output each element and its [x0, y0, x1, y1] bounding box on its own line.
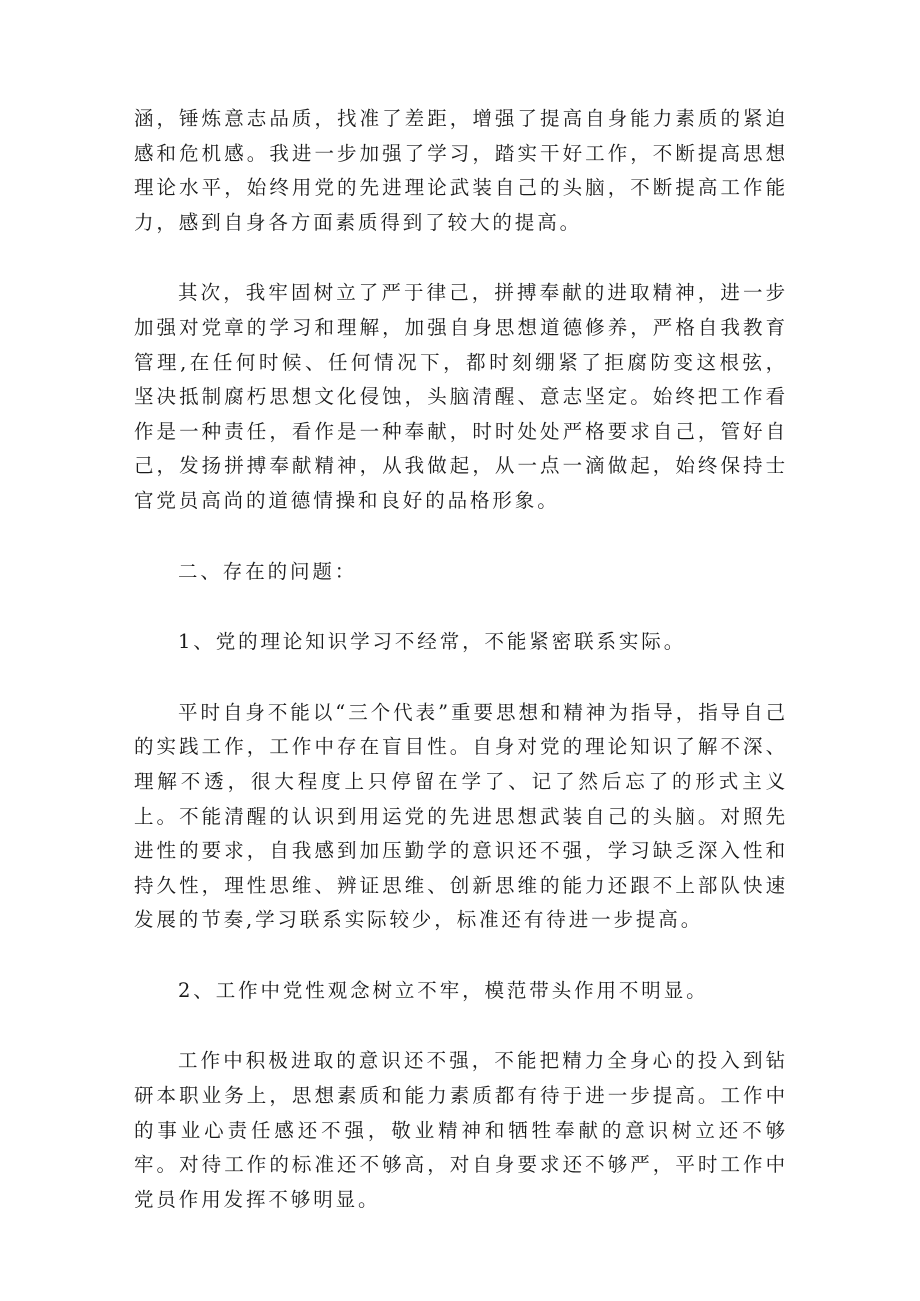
- paragraph-self-discipline: 其次，我牢固树立了严于律己，拼搏奉献的进取精神，进一步加强对党章的学习和理解，加强自身思想道德修养，严格自我教育管理,在任何时候、任何情况下，都时刻绷紧了拒腐防变这根弦，坚决抵制腐朽思想文化侵蚀，头脑清醒、意志坚定。始终把工作看作是一种责任，看作是一种奉献，时时处处严格要求自己，管好自己，发扬拼搏奉献精神，从我做起，从一点一滴做起，始终保持士官党员高尚的道德情操和良好的品格形象。: [134, 281, 788, 512]
- paragraph-continuation: 涵，锤炼意志品质，找准了差距，增强了提高自身能力素质的紧迫感和危机感。我进一步加强了学习，踏实干好工作，不断提高思想理论水平，始终用党的先进理论武装自己的头脑，不断提高工作能力，感到自身各方面素质得到了较大的提高。: [134, 107, 788, 234]
- section-heading-problems: 二、存在的问题：: [178, 559, 358, 583]
- paragraph-theory-study: 平时自身不能以“三个代表”重要思想和精神为指导，指导自己的实践工作，工作中存在盲目性。自身对党的理论知识了解不深、理解不透，很大程度上只停留在学了、记了然后忘了的形式主义上。不能清醒的认识到用运党的先进思想武装自己的头脑。对照先进性的要求，自我感到加压勤学的意识还不强，学习缺乏深入性和持久性，理性思维、辨证思维、创新思维的能力还跟不上部队快速发展的节奏,学习联系实际较少，标准还有待进一步提高。: [134, 700, 788, 932]
- paragraph-party-spirit: 工作中积极进取的意识还不强，不能把精力全身心的投入到钻研本职业务上，思想素质和能力素质都有待于进一步提高。工作中的事业心责任感还不强，敬业精神和牺牲奉献的意识树立还不够牢。对待工作的标准还不够高，对自身要求还不够严，平时工作中党员作用发挥不够明显。: [134, 1049, 788, 1211]
- subheading-party-spirit: 2、工作中党性观念树立不牢，模范带头作用不明显。: [178, 978, 709, 1002]
- subheading-theory-study: 1、党的理论知识学习不经常，不能紧密联系实际。: [178, 630, 687, 654]
- document-body: [134, 102, 788, 1217]
